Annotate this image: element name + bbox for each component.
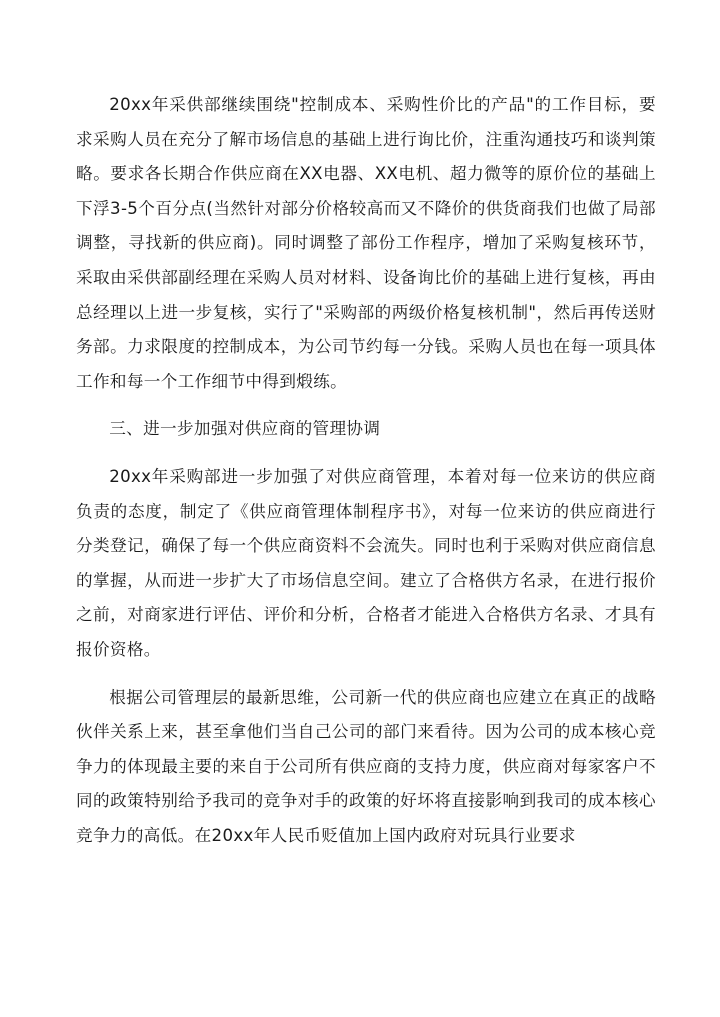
paragraph-supplier-registration: 20xx年采购部进一步加强了对供应商管理，本着对每一位来访的供应商负责的态度，制定了《供应商管理体制程序书》，对每一位来访的供应商进行分类登记，确保了每一个供应商资料不会流失。同时也利于采购对供应商信息的掌握，从而进一步扩大了市场信息空间。建立了合格供方名录，在进行报价之前，对商家进行评估、评价和分析，合格者才能进入合格供方名录、才具有报价资格。 — [76, 466, 656, 659]
paragraph-cost-control: 20xx年采供部继续围绕"控制成本、采购性价比的产品"的工作目标，要求采购人员在充分了解市场信息的基础上进行询比价，注重沟通技巧和谈判策略。要求各长期合作供应商在XX电器、XX电机、超力微等的原价位的基础上下浮3-5个百分点(当然针对部分价格较高而又不降价的供货商我们也做了局部调整，寻找新的供应商)。同时调整了部份工作程序，增加了采购复核环节，采取由采供部副经理在采购人员对材料、设备询比价的基础上进行复核，再由总经理以上进一步复核，实行了"采购部的两级价格复核机制"，然后再传送财务部。力求限度的控制成本，为公司节约每一分钱。采购人员也在每一项具体工作和每一个工作细节中得到煅练。 — [76, 95, 656, 391]
section-heading-supplier-management: 三、进一步加强对供应商的管理协调 — [109, 419, 381, 439]
paragraph-strategic-partnership: 根据公司管理层的最新思维，公司新一代的供应商也应建立在真正的战略伙伴关系上来，甚至拿他们当自己公司的部门来看待。因为公司的成本核心竞争力的体现最主要的来自于公司所有供应商的支持力度，供应商对每家客户不同的政策特别给予我司的竞争对手的政策的好坏将直接影响到我司的成本核心竞争力的高低。在20xx年人民币贬值加上国内政府对玩具行业要求 — [76, 687, 656, 845]
document-body — [76, 88, 656, 853]
